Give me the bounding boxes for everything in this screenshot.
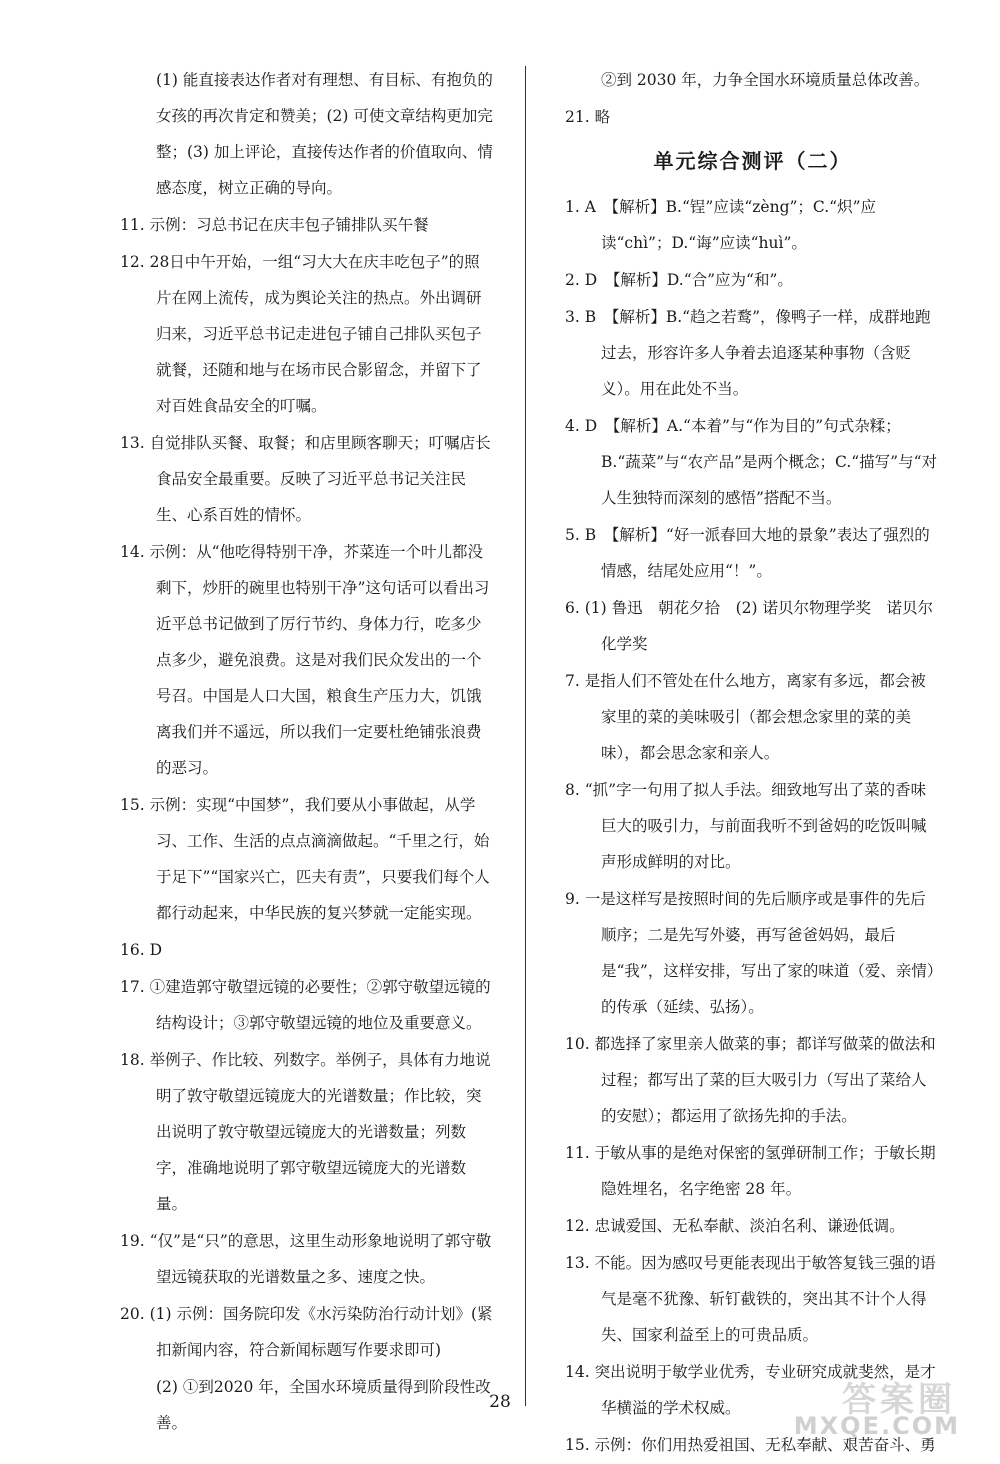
answer-7: 7. 是指人们不管处在什么地方，离家有多远，都会被家里的菜的美味吸引（都会想念家里的菜的美味），都会思念家和亲人。 xyxy=(565,672,926,762)
answer-12-right: 12. 忠诚爱国、无私奉献、淡泊名利、谦逊低调。 xyxy=(565,1217,905,1235)
left-column xyxy=(120,62,495,1442)
answer-13-right: 13. 不能。因为感叹号更能表现出于敏答复钱三强的语气是毫不犹豫、斩钉截铁的，突出其不计个人得失、国家利益至上的可贵品质。 xyxy=(565,1254,936,1344)
answer-13: 13. 自觉排队买餐、取餐；和店里顾客聊天；叮嘱店长食品安全最重要。反映了习近平总书记关注民生、心系百姓的情怀。 xyxy=(120,434,491,524)
answer-14-right: 14. 突出说明于敏学业优秀，专业研究成就斐然，是才华横溢的学术权威。 xyxy=(565,1363,936,1417)
watermark-logo xyxy=(780,1372,970,1442)
section-title: 单元综合测评（二） xyxy=(653,149,852,173)
answer-15: 15. 示例：实现“中国梦”，我们要从小事做起，从学习、工作、生活的点点滴滴做起。“千里之行，始于足下”“国家兴亡，匹夫有责”，只要我们每个人都行动起来，中华民族的复兴梦就一定能实现。 xyxy=(120,796,490,922)
answer-20-part2: (2) ①到2020 年，全国水环境质量得到阶段性改善。 xyxy=(156,1378,491,1432)
column-divider xyxy=(525,66,526,1406)
answer-6: 6. (1) 鲁迅 朝花夕拾 (2) 诺贝尔物理学奖 诺贝尔化学奖 xyxy=(565,599,933,653)
watermark-text: 答案圈 xyxy=(842,1380,956,1420)
answer-11-right: 11. 于敏从事的是绝对保密的氢弹研制工作；于敏长期隐姓埋名，名字绝密 28 年。 xyxy=(565,1144,936,1198)
answer-4: 4. D 【解析】A.“本着”与“作为目的”句式杂糅；B.“蔬菜”与“农产品”是两个概念；C.“描写”与“对人生独特而深刻的感悟”搭配不当。 xyxy=(565,417,938,507)
page-number: 28 xyxy=(489,1392,511,1412)
right-column xyxy=(565,62,940,1464)
answer-15-right: 15. 示例：你们用热爱祖国、无私奉献、艰苦奋斗、勇 xyxy=(565,1436,936,1454)
answer-11: 11. 示例：习总书记在庆丰包子铺排队买午餐 xyxy=(120,216,429,234)
watermark-url: MXQE.COM xyxy=(793,1412,960,1440)
answer-21: 21. 略 xyxy=(565,108,611,126)
answer-19: 19. “仅”是“只”的意思，这里生动形象地说明了郭守敬望远镜获取的光谱数量之多、速度之快。 xyxy=(120,1232,492,1286)
answer-18: 18. 举例子、作比较、列数字。举例子，具体有力地说明了敦守敬望远镜庞大的光谱数量；作比较，突出说明了敦守敬望远镜庞大的光谱数量；列数字，准确地说明了郭守敬望远镜庞大的光谱数量。 xyxy=(120,1051,491,1213)
answer-10-continued: (1) 能直接表达作者对有理想、有目标、有抱负的女孩的再次肯定和赞美；(2) 可使文章结构更加完整；(3) 加上评论，直接传达作者的价值取向、情感态度，树立正确的导向。 xyxy=(156,71,493,197)
answer-10: 10. 都选择了家里亲人做菜的事；都详写做菜的做法和过程；都写出了菜的巨大吸引力（写出了菜给人的安慰）；都运用了欲扬先抑的手法。 xyxy=(565,1035,936,1125)
answer-16: 16. D xyxy=(120,941,163,959)
answer-8: 8. “抓”字一句用了拟人手法。细致地写出了菜的香味巨大的吸引力，与前面我听不到爸妈的吃饭叫喊声形成鲜明的对比。 xyxy=(565,781,927,871)
answer-1: 1. A 【解析】B.“锃”应读“zèng”；C.“炽”应读“chì”；D.“诲”应读“huì”。 xyxy=(565,198,876,252)
answer-20-continued: ②到 2030 年，力争全国水环境质量总体改善。 xyxy=(601,71,930,89)
answer-5: 5. B 【解析】“好一派春回大地的景象”表达了强烈的情感，结尾处应用“！”。 xyxy=(565,526,930,580)
answer-3: 3. B 【解析】B.“趋之若鹜”，像鸭子一样，成群地跑过去，形容许多人争着去追逐某种事物（含贬义）。用在此处不当。 xyxy=(565,308,931,398)
answer-20-part1: 20. (1) 示例：国务院印发《水污染防治行动计划》(紧扣新闻内容，符合新闻标题写作要求即可) xyxy=(120,1305,493,1359)
answer-9: 9. 一是这样写是按照时间的先后顺序或是事件的先后顺序；二是先写外婆，再写爸爸妈妈，最后是“我”，这样安排，写出了家的味道（爱、亲情）的传承（延续、弘扬）。 xyxy=(565,890,935,1016)
answer-2: 2. D 【解析】D.“合”应为“和”。 xyxy=(565,271,793,289)
answer-12: 12. 28日中午开始，一组“习大大在庆丰吃包子”的照片在网上流传，成为舆论关注的热点。外出调研归来，习近平总书记走进包子铺自己排队买包子就餐，还随和地与在场市民合影留念，并留下了对百姓食品安全的叮嘱。 xyxy=(120,253,482,415)
answer-14: 14. 示例：从“他吃得特别干净，芥菜连一个叶儿都没剩下，炒肝的碗里也特别干净”这句话可以看出习近平总书记做到了厉行节约、身体力行，吃多少点多少，避免浪费。这是对我们民众发出的一个号召。中国是人口大国，粮食生产压力大，饥饿离我们并不遥远，所以我们一定要杜绝铺张浪费的恶习。 xyxy=(120,543,490,777)
answer-17: 17. ①建造郭守敬望远镜的必要性；②郭守敬望远镜的结构设计；③郭守敬望远镜的地位及重要意义。 xyxy=(120,978,491,1032)
